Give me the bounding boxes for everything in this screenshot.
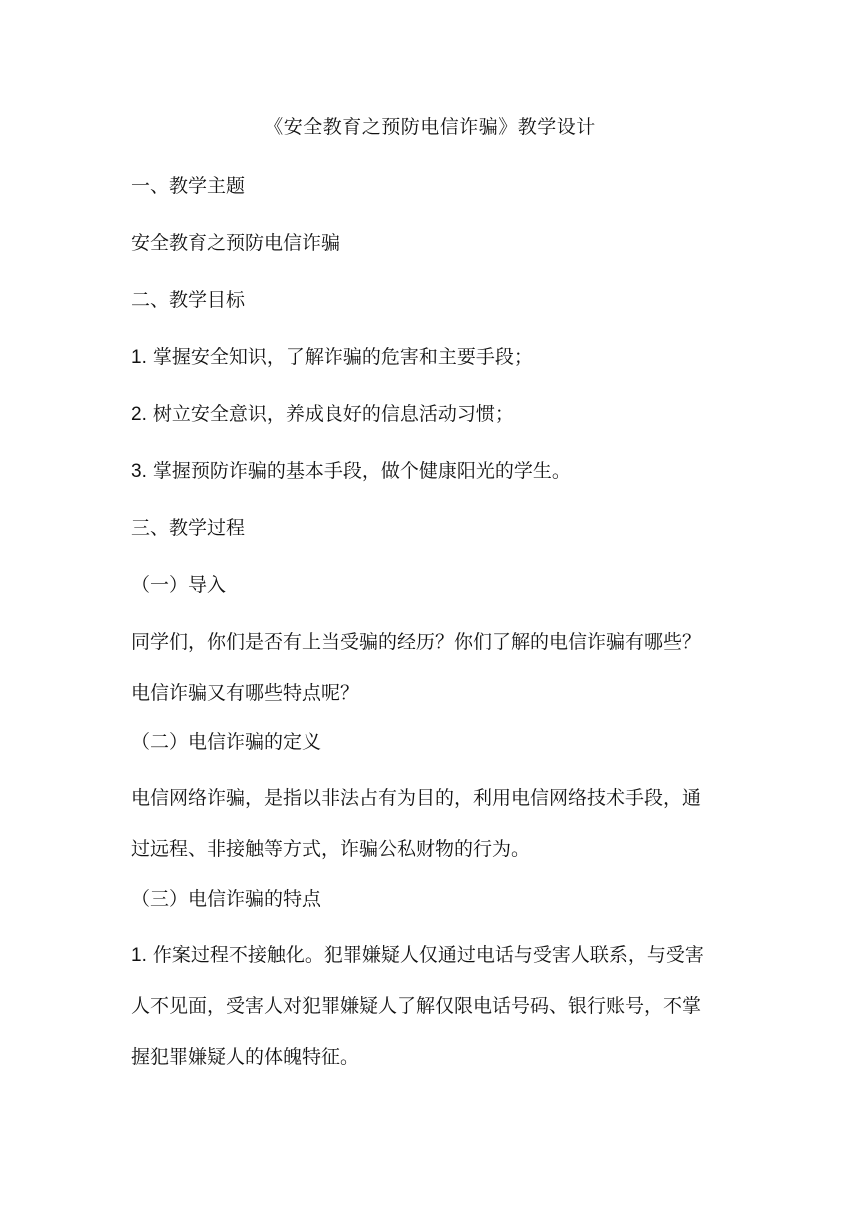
subsection-heading-characteristics: （三）电信诈骗的特点 [131, 888, 322, 910]
subsection-heading-intro: （一）导入 [131, 574, 227, 596]
paragraph-line: 握犯罪嫌疑人的体魄特征。 [131, 1046, 360, 1068]
objective-item [131, 456, 731, 487]
document-title: 《安全教育之预防电信诈骗》教学设计 [264, 116, 596, 138]
definition-paragraph [131, 773, 731, 875]
objective-item [131, 342, 731, 373]
section-heading-process: 三、教学过程 [131, 517, 246, 539]
section-heading-objectives: 二、教学目标 [131, 289, 246, 311]
topic-text: 安全教育之预防电信诈骗 [131, 232, 341, 254]
objective-text: 树立安全意识，养成良好的信息活动习惯； [152, 403, 514, 425]
paragraph-line: 过远程、非接触等方式，诈骗公私财物的行为。 [131, 838, 531, 860]
objective-item [131, 399, 731, 430]
characteristic-text: 作案过程不接触化。犯罪嫌疑人仅通过电话与受害人联系，与受害 [152, 944, 704, 966]
characteristic-item [131, 930, 731, 1083]
subsection-heading-definition: （二）电信诈骗的定义 [131, 731, 322, 753]
paragraph-line: 电信诈骗又有哪些特点呢？ [131, 682, 360, 704]
paragraph-line [131, 930, 731, 981]
objective-text: 掌握安全知识，了解诈骗的危害和主要手段； [152, 346, 533, 368]
section-heading-topic: 一、教学主题 [131, 175, 246, 197]
paragraph-line: 电信网络诈骗，是指以非法占有为目的，利用电信网络技术手段，通 [131, 787, 702, 809]
paragraph-line: 人不见面，受害人对犯罪嫌疑人了解仅限电话号码、银行账号，不掌 [131, 995, 702, 1017]
objective-number: 3. [131, 461, 147, 482]
objective-number: 2. [131, 404, 147, 425]
characteristic-number: 1. [131, 945, 147, 966]
intro-paragraph [131, 617, 731, 719]
objective-text: 掌握预防诈骗的基本手段，做个健康阳光的学生。 [152, 460, 571, 482]
objective-number: 1. [131, 347, 147, 368]
paragraph-line: 同学们，你们是否有上当受骗的经历？你们了解的电信诈骗有哪些？ [131, 631, 702, 653]
